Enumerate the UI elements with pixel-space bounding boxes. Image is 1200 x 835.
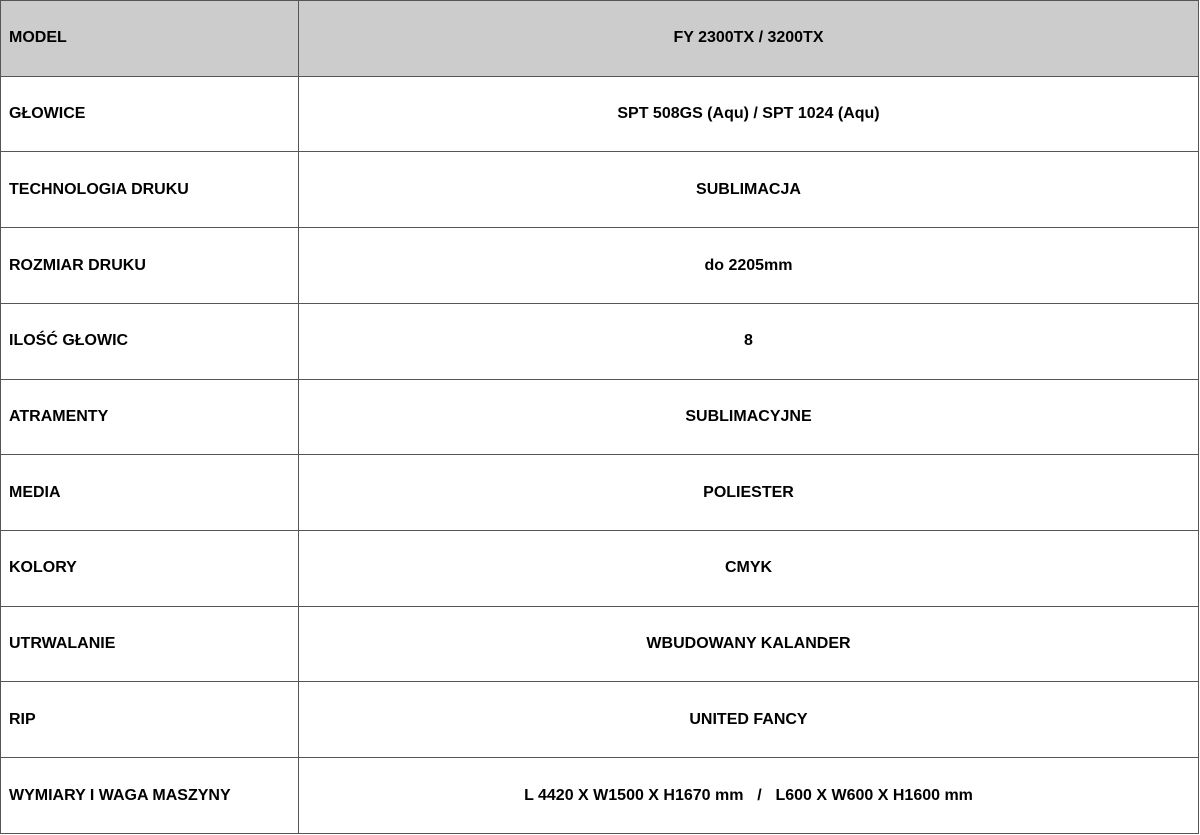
row-label: ROZMIAR DRUKU xyxy=(1,228,299,304)
row-value: SPT 508GS (Aqu) / SPT 1024 (Aqu) xyxy=(299,76,1199,152)
row-value: CMYK xyxy=(299,531,1199,607)
row-value xyxy=(299,758,1199,834)
dimensions-machine: L 4420 X W1500 X H1670 mm xyxy=(524,786,744,804)
dimensions-separator: / xyxy=(757,786,762,804)
table-row-fixing xyxy=(1,606,1199,682)
dimensions-package: L600 X W600 X H1600 mm xyxy=(775,786,973,804)
row-value: WBUDOWANY KALANDER xyxy=(299,606,1199,682)
table-row-media xyxy=(1,455,1199,531)
row-label: UTRWALANIE xyxy=(1,606,299,682)
row-value: 8 xyxy=(299,303,1199,379)
row-value: POLIESTER xyxy=(299,455,1199,531)
table-row-rip xyxy=(1,682,1199,758)
row-label: RIP xyxy=(1,682,299,758)
row-value: UNITED FANCY xyxy=(299,682,1199,758)
table-row-inks xyxy=(1,379,1199,455)
row-label: MODEL xyxy=(1,1,299,77)
table-row-head-count xyxy=(1,303,1199,379)
row-value: FY 2300TX / 3200TX xyxy=(299,1,1199,77)
table-row-print-technology xyxy=(1,152,1199,228)
table-row-colors xyxy=(1,531,1199,607)
row-label: ILOŚĆ GŁOWIC xyxy=(1,303,299,379)
row-label: WYMIARY I WAGA MASZYNY xyxy=(1,758,299,834)
row-value: SUBLIMACYJNE xyxy=(299,379,1199,455)
row-label: GŁOWICE xyxy=(1,76,299,152)
row-label: MEDIA xyxy=(1,455,299,531)
table-row-print-size xyxy=(1,228,1199,304)
row-value: SUBLIMACJA xyxy=(299,152,1199,228)
row-label: KOLORY xyxy=(1,531,299,607)
row-value: do 2205mm xyxy=(299,228,1199,304)
row-label: ATRAMENTY xyxy=(1,379,299,455)
row-label: TECHNOLOGIA DRUKU xyxy=(1,152,299,228)
table-row-dimensions xyxy=(1,758,1199,834)
table-row-heads xyxy=(1,76,1199,152)
table-row-model xyxy=(1,1,1199,77)
